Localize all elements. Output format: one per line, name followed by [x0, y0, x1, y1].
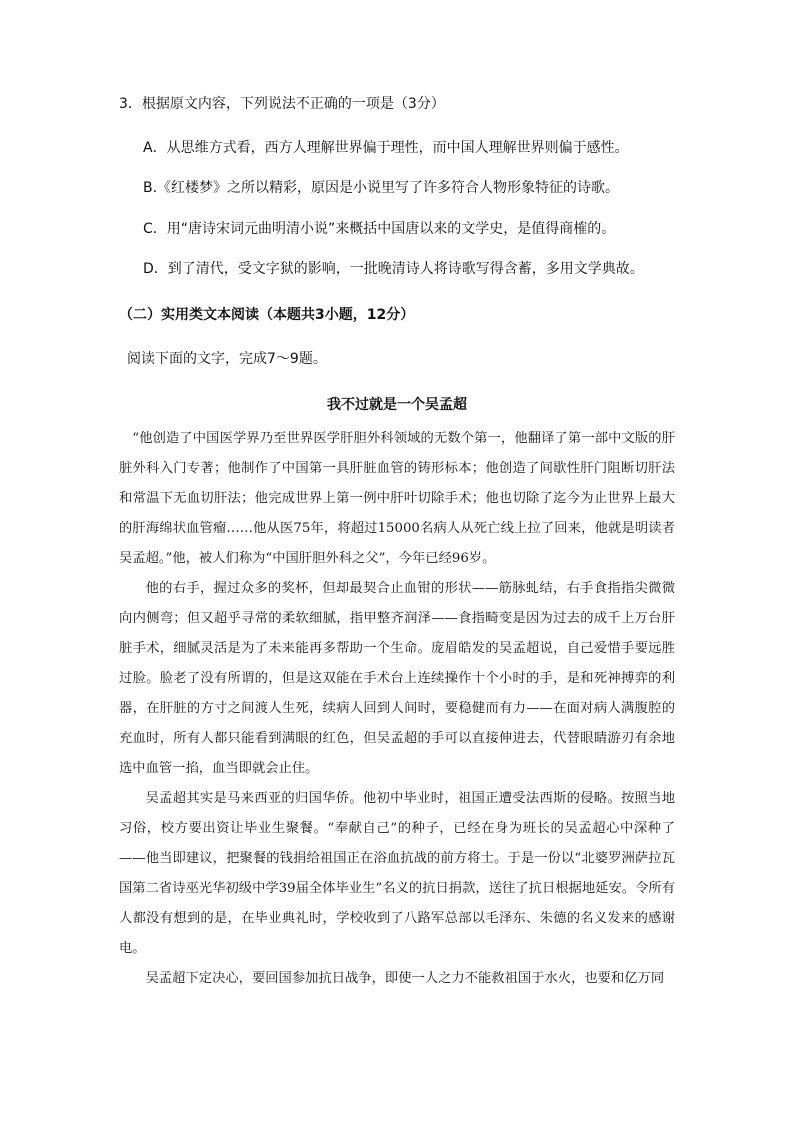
article-paragraph-3: 吴孟超其实是马来西亚的归国华侨。他初中毕业时，祖国正遭受法西斯的侵略。按照当地习俗，校方要出资让毕业生聚餐。“奉献自己”的种子，已经在身为班长的吴孟超心中深种了——他当即建议，把聚餐的钱捐给祖国正在浴血抗战的前方将士。于是一份以“北婆罗洲萨拉瓦国第二省诗巫光华初级中学39届全体毕业生”名义的抗日捐款，送往了抗日根据地延安。令所有人都没有想到的是，在毕业典礼时，学校收到了八路军总部以毛泽东、朱德的名义发来的感谢电。 — [119, 791, 675, 956]
option-c: C．用“唐诗宋词元曲明清小说”来概括中国唐以来的文学史，是值得商榷的。 — [143, 221, 616, 237]
article-title: 我不过就是一个吴孟超 — [327, 397, 467, 413]
reading-instruction: 阅读下面的文字，完成7～9题。 — [127, 351, 327, 367]
option-a: A．从思维方式看，西方人理解世界偏于理性，而中国人理解世界则偏于感性。 — [143, 140, 629, 156]
article-paragraph-4: 吴孟超下定决心，要回国参加抗日战争，即使一人之力不能救祖国于水火，也要和亿万同 — [145, 971, 665, 986]
article-body — [119, 424, 675, 994]
option-b: B.《红楼梦》之所以精彩，原因是小说里写了许多符合人物形象特征的诗歌。 — [143, 180, 620, 196]
article-paragraph-1: “他创造了中国医学界乃至世界医学肝胆外科领域的无数个第一，他翻译了第一部中文版的肝脏外科入门专著；他制作了中国第一具肝脏血管的铸形标本；他创造了间歇性肝门阻断切肝法和常温下无血切肝法；他完成世界上第一例中肝叶切除手术；他也切除了迄今为止世界上最大的肝海绵状血管瘤……他从医75年，将超过15000名病人从死亡线上拉了回来，他就是明读者吴孟超。”他，被人们称为“中国肝胆外科之父”，今年已经96岁。 — [119, 431, 675, 566]
article-paragraph-2: 他的右手，握过众多的奖杯，但却最契合止血钳的形状——筋脉虬结，右手食指指尖微微向内侧弯；但又超乎寻常的柔软细腻，指甲整齐润泽——食指畸变是因为过去的成千上万台肝脏手术，细腻灵活是为了未来能再多帮助一个生命。庞眉皓发的吴孟超说，自己爱惜手要远胜过脸。脸老了没有所谓的，但是这双能在手术台上连续操作十个小时的手，是和死神搏弈的利器，在肝脏的方寸之间渡人生死，续病人回到人间时，要稳健而有力——在面对病人满腹腔的充血时，所有人都只能看到满眼的红色，但吴孟超的手可以直接伸进去，代替眼睛游刃有余地选中血管一掐，血当即就会止住。 — [119, 581, 675, 776]
option-d: D．到了清代，受文字狱的影响，一批晚清诗人将诗歌写得含蓄，多用文学典故。 — [143, 261, 644, 277]
question-stem: 3．根据原文内容，下列说法不正确的一项是（3分） — [119, 96, 445, 112]
section-heading: （二）实用类文本阅读（本题共3小题，12分） — [119, 307, 415, 323]
